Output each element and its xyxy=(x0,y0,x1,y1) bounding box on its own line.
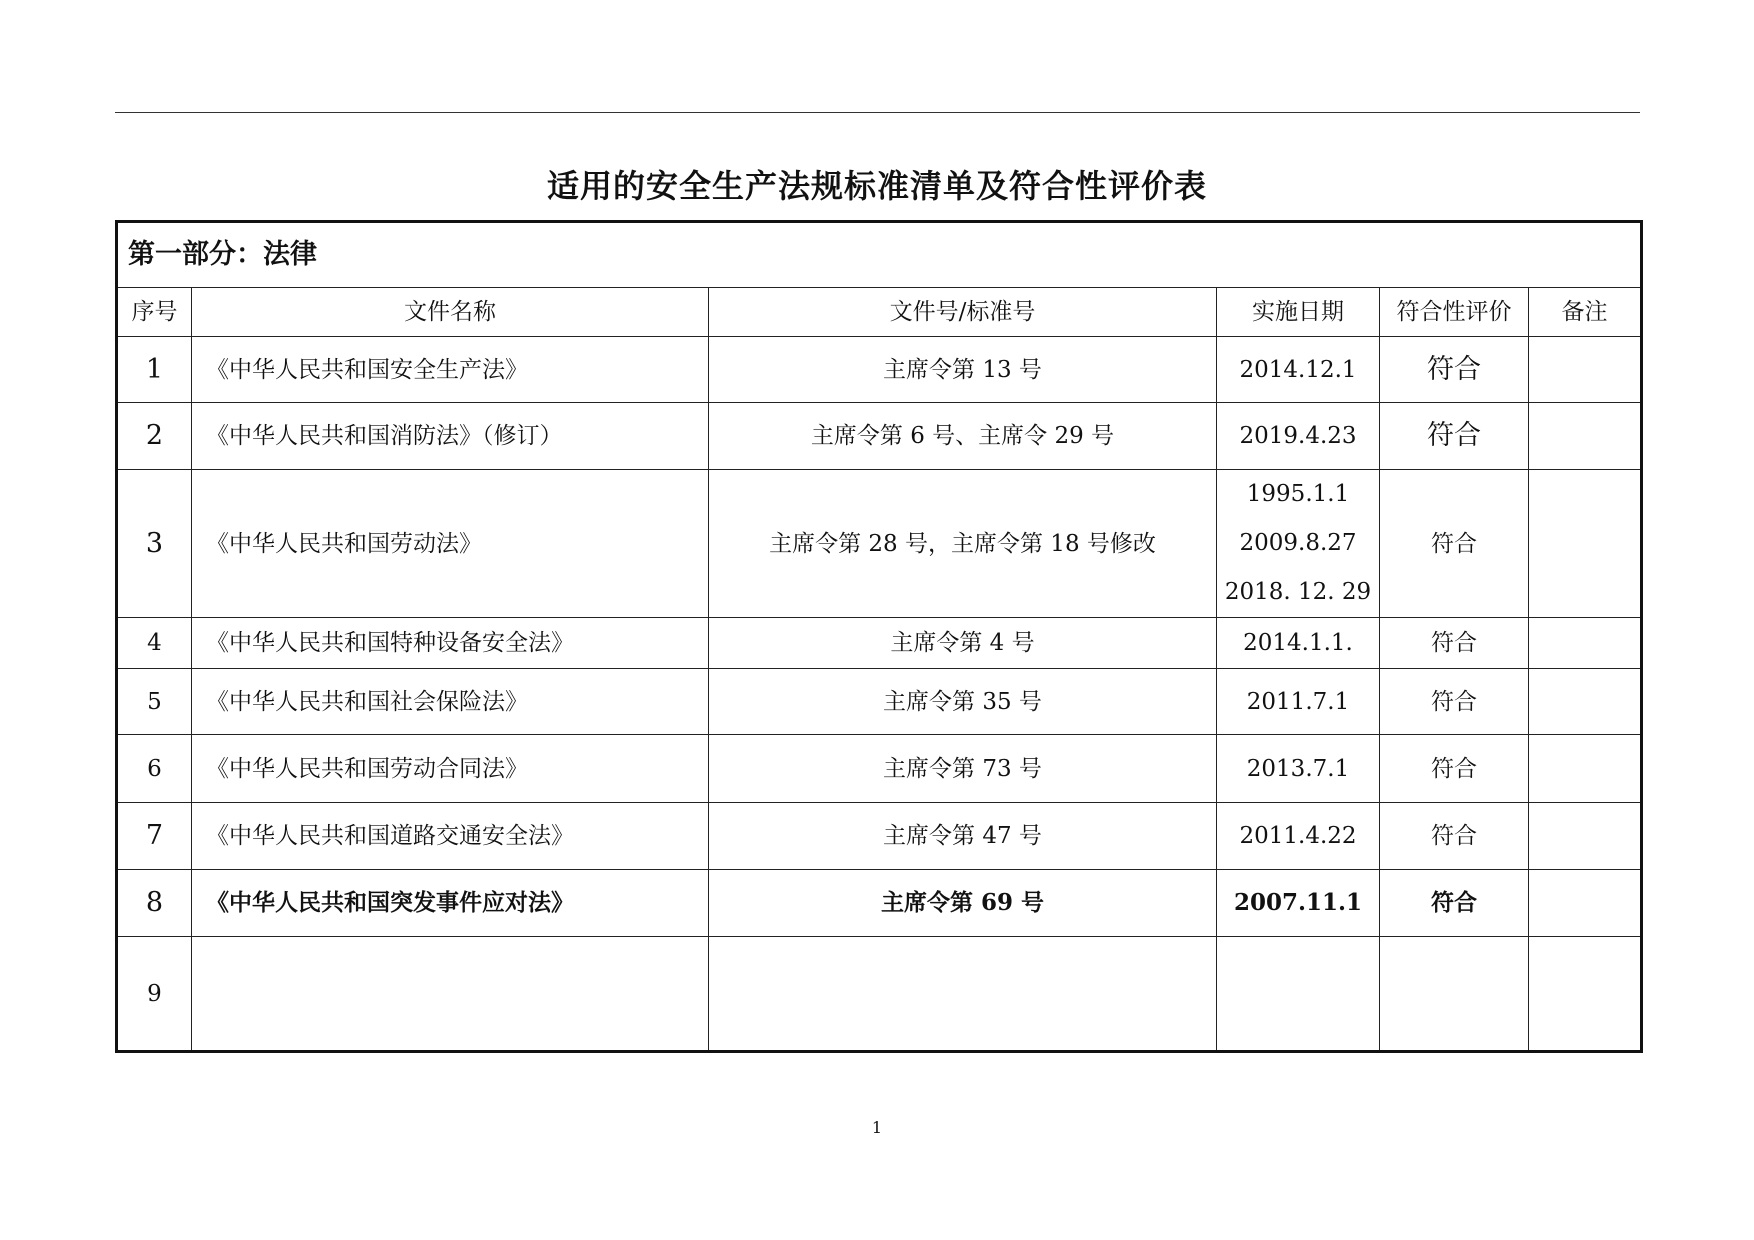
row-number: 主席令第 28 号，主席令第 18 号修改 xyxy=(709,470,1217,618)
row-remark xyxy=(1529,618,1642,669)
row-date: 2014.1.1. xyxy=(1217,618,1380,669)
section-title: 第一部分：法律 xyxy=(117,222,1642,288)
header-rule xyxy=(115,112,1640,113)
section-row xyxy=(117,222,1642,288)
row-index: 2 xyxy=(117,403,192,470)
row-evaluation: 符合 xyxy=(1380,669,1529,735)
table-row xyxy=(117,669,1642,735)
table-row xyxy=(117,337,1642,403)
row-remark xyxy=(1529,870,1642,937)
row-date: 2013.7.1 xyxy=(1217,735,1380,803)
row-remark xyxy=(1529,470,1642,618)
row-name: 《中华人民共和国道路交通安全法》 xyxy=(192,803,709,870)
row-name: 《中华人民共和国安全生产法》 xyxy=(192,337,709,403)
table-row xyxy=(117,618,1642,669)
row-date xyxy=(1217,937,1380,1052)
row-number: 主席令第 4 号 xyxy=(709,618,1217,669)
row-date: 2014.12.1 xyxy=(1217,337,1380,403)
row-number: 主席令第 13 号 xyxy=(709,337,1217,403)
row-date: 2019.4.23 xyxy=(1217,403,1380,470)
table-row xyxy=(117,937,1642,1052)
row-name: 《中华人民共和国消防法》（修订） xyxy=(192,403,709,470)
row-remark xyxy=(1529,669,1642,735)
table-row xyxy=(117,735,1642,803)
row-index: 5 xyxy=(117,669,192,735)
row-number: 主席令第 73 号 xyxy=(709,735,1217,803)
row-name: 《中华人民共和国特种设备安全法》 xyxy=(192,618,709,669)
row-evaluation: 符合 xyxy=(1380,403,1529,470)
row-date: 2011.4.22 xyxy=(1217,803,1380,870)
row-index: 9 xyxy=(117,937,192,1052)
row-date: 2011.7.1 xyxy=(1217,669,1380,735)
row-remark xyxy=(1529,403,1642,470)
table-row xyxy=(117,470,1642,618)
row-date-stack xyxy=(1217,470,1380,618)
table-row xyxy=(117,403,1642,470)
row-index: 4 xyxy=(117,618,192,669)
row-index: 6 xyxy=(117,735,192,803)
row-name: 《中华人民共和国突发事件应对法》 xyxy=(192,870,709,937)
header-evaluation: 符合性评价 xyxy=(1380,288,1529,337)
table-header-row xyxy=(117,288,1642,337)
row-evaluation: 符合 xyxy=(1380,470,1529,618)
row-index: 8 xyxy=(117,870,192,937)
row-evaluation xyxy=(1380,937,1529,1052)
regulations-table xyxy=(115,220,1643,1053)
row-remark xyxy=(1529,337,1642,403)
row-evaluation: 符合 xyxy=(1380,870,1529,937)
row-index: 1 xyxy=(117,337,192,403)
row-number: 主席令第 69 号 xyxy=(709,870,1217,937)
row-evaluation: 符合 xyxy=(1380,618,1529,669)
row-remark xyxy=(1529,937,1642,1052)
row-evaluation: 符合 xyxy=(1380,803,1529,870)
row-name xyxy=(192,937,709,1052)
header-name: 文件名称 xyxy=(192,288,709,337)
header-remark: 备注 xyxy=(1529,288,1642,337)
row-index: 3 xyxy=(117,470,192,618)
header-number: 文件号/标准号 xyxy=(709,288,1217,337)
document-title: 适用的安全生产法规标准清单及符合性评价表 xyxy=(546,167,1207,205)
row-number: 主席令第 6 号、主席令 29 号 xyxy=(709,403,1217,470)
table-row xyxy=(117,870,1642,937)
row-remark xyxy=(1529,803,1642,870)
header-index: 序号 xyxy=(117,288,192,337)
row-number: 主席令第 35 号 xyxy=(709,669,1217,735)
row-name: 《中华人民共和国劳动合同法》 xyxy=(192,735,709,803)
row-name: 《中华人民共和国劳动法》 xyxy=(192,470,709,618)
row-date: 2018. 12. 29 xyxy=(1224,579,1372,605)
table-row xyxy=(117,803,1642,870)
row-date: 2007.11.1 xyxy=(1217,870,1380,937)
row-evaluation: 符合 xyxy=(1380,337,1529,403)
row-date: 1995.1.1 xyxy=(1246,481,1350,507)
row-remark xyxy=(1529,735,1642,803)
header-date: 实施日期 xyxy=(1217,288,1380,337)
row-number: 主席令第 47 号 xyxy=(709,803,1217,870)
row-index: 7 xyxy=(117,803,192,870)
row-number xyxy=(709,937,1217,1052)
row-date: 2009.8.27 xyxy=(1239,530,1357,556)
page-number: 1 xyxy=(871,1118,883,1137)
row-name: 《中华人民共和国社会保险法》 xyxy=(192,669,709,735)
row-evaluation: 符合 xyxy=(1380,735,1529,803)
